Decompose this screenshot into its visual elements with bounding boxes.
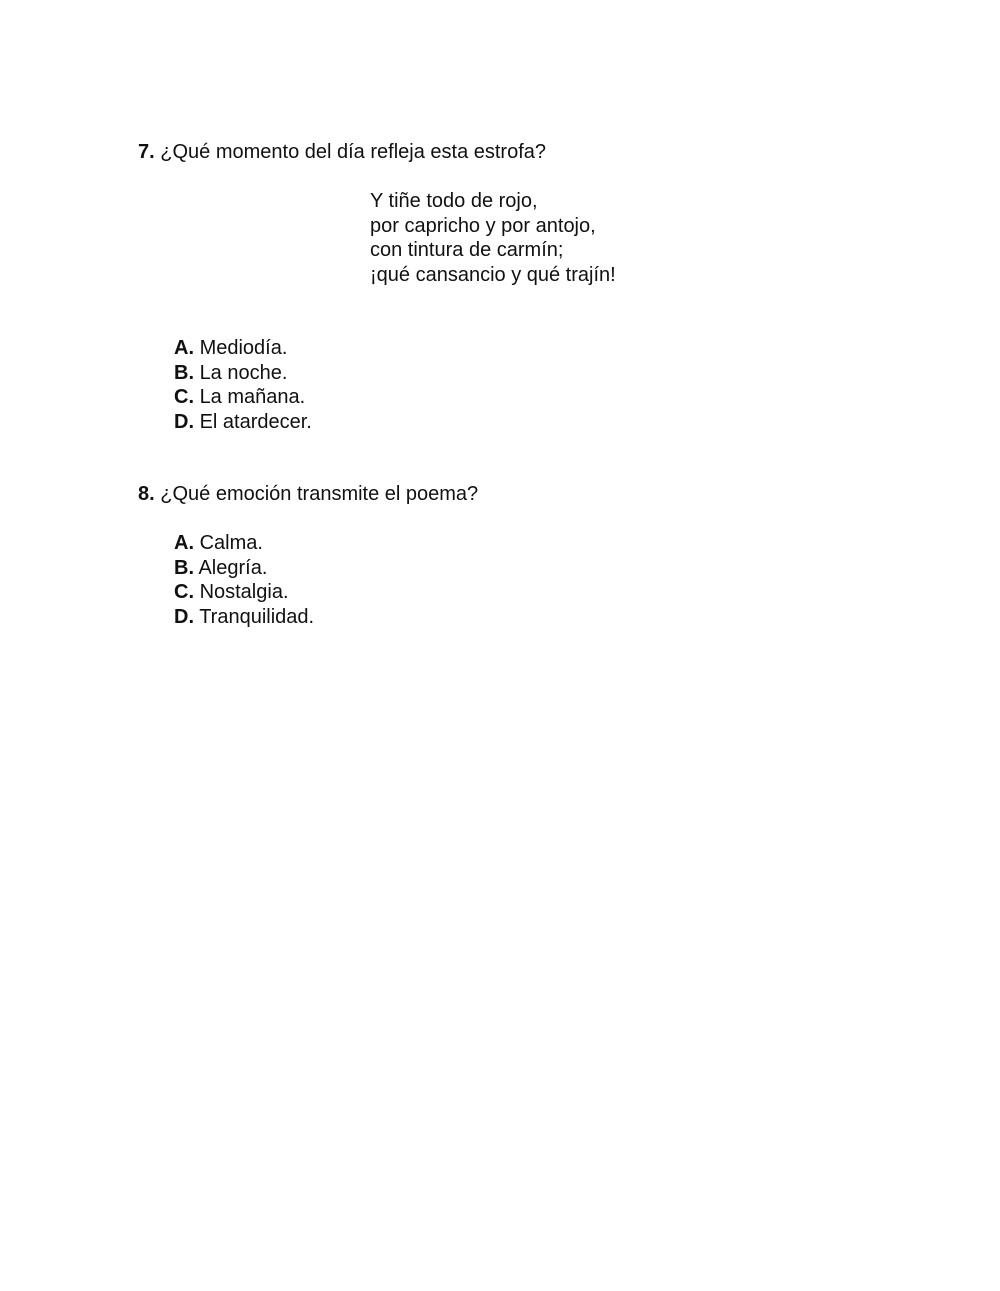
question-7-options (174, 336, 312, 434)
option-text: El atardecer. (199, 410, 312, 433)
option-a[interactable] (174, 336, 312, 361)
option-b[interactable] (174, 361, 312, 386)
option-text: Mediodía. (199, 337, 288, 359)
question-8 (138, 482, 918, 507)
option-c[interactable] (174, 385, 312, 410)
question-text: ¿Qué momento del día refleja esta estrofa? (160, 141, 547, 163)
option-text: La mañana. (199, 386, 306, 408)
option-text: La noche. (199, 361, 288, 384)
verse-line: Y tiñe todo de rojo, (370, 190, 538, 212)
option-letter: C. (174, 581, 194, 603)
question-8-options (174, 531, 314, 629)
option-letter: C. (174, 386, 194, 408)
option-a[interactable] (174, 531, 314, 556)
option-text: Calma. (199, 532, 263, 554)
option-d[interactable] (174, 410, 312, 435)
question-text: ¿Qué emoción transmite el poema? (160, 483, 479, 505)
option-letter: D. (174, 605, 194, 628)
question-7-prompt (138, 140, 918, 165)
verse-line: con tintura de carmín; (370, 239, 564, 261)
question-7 (138, 140, 918, 165)
option-letter: B. (174, 556, 194, 579)
option-text: Alegría. (198, 556, 268, 579)
option-letter: A. (174, 337, 194, 359)
option-text: Tranquilidad. (199, 605, 315, 628)
question-8-prompt (138, 482, 918, 507)
option-letter: A. (174, 532, 194, 554)
option-b[interactable] (174, 556, 314, 581)
verse-line: por capricho y por antojo, (370, 214, 596, 237)
option-letter: B. (174, 361, 194, 384)
option-c[interactable] (174, 580, 314, 605)
option-letter: D. (174, 410, 194, 433)
question-number: 8. (138, 483, 155, 505)
question-number: 7. (138, 141, 155, 163)
poem-stanza (370, 189, 616, 287)
verse-line: ¡qué cansancio y qué trajín! (370, 263, 616, 286)
option-d[interactable] (174, 605, 314, 630)
option-text: Nostalgia. (199, 581, 289, 603)
